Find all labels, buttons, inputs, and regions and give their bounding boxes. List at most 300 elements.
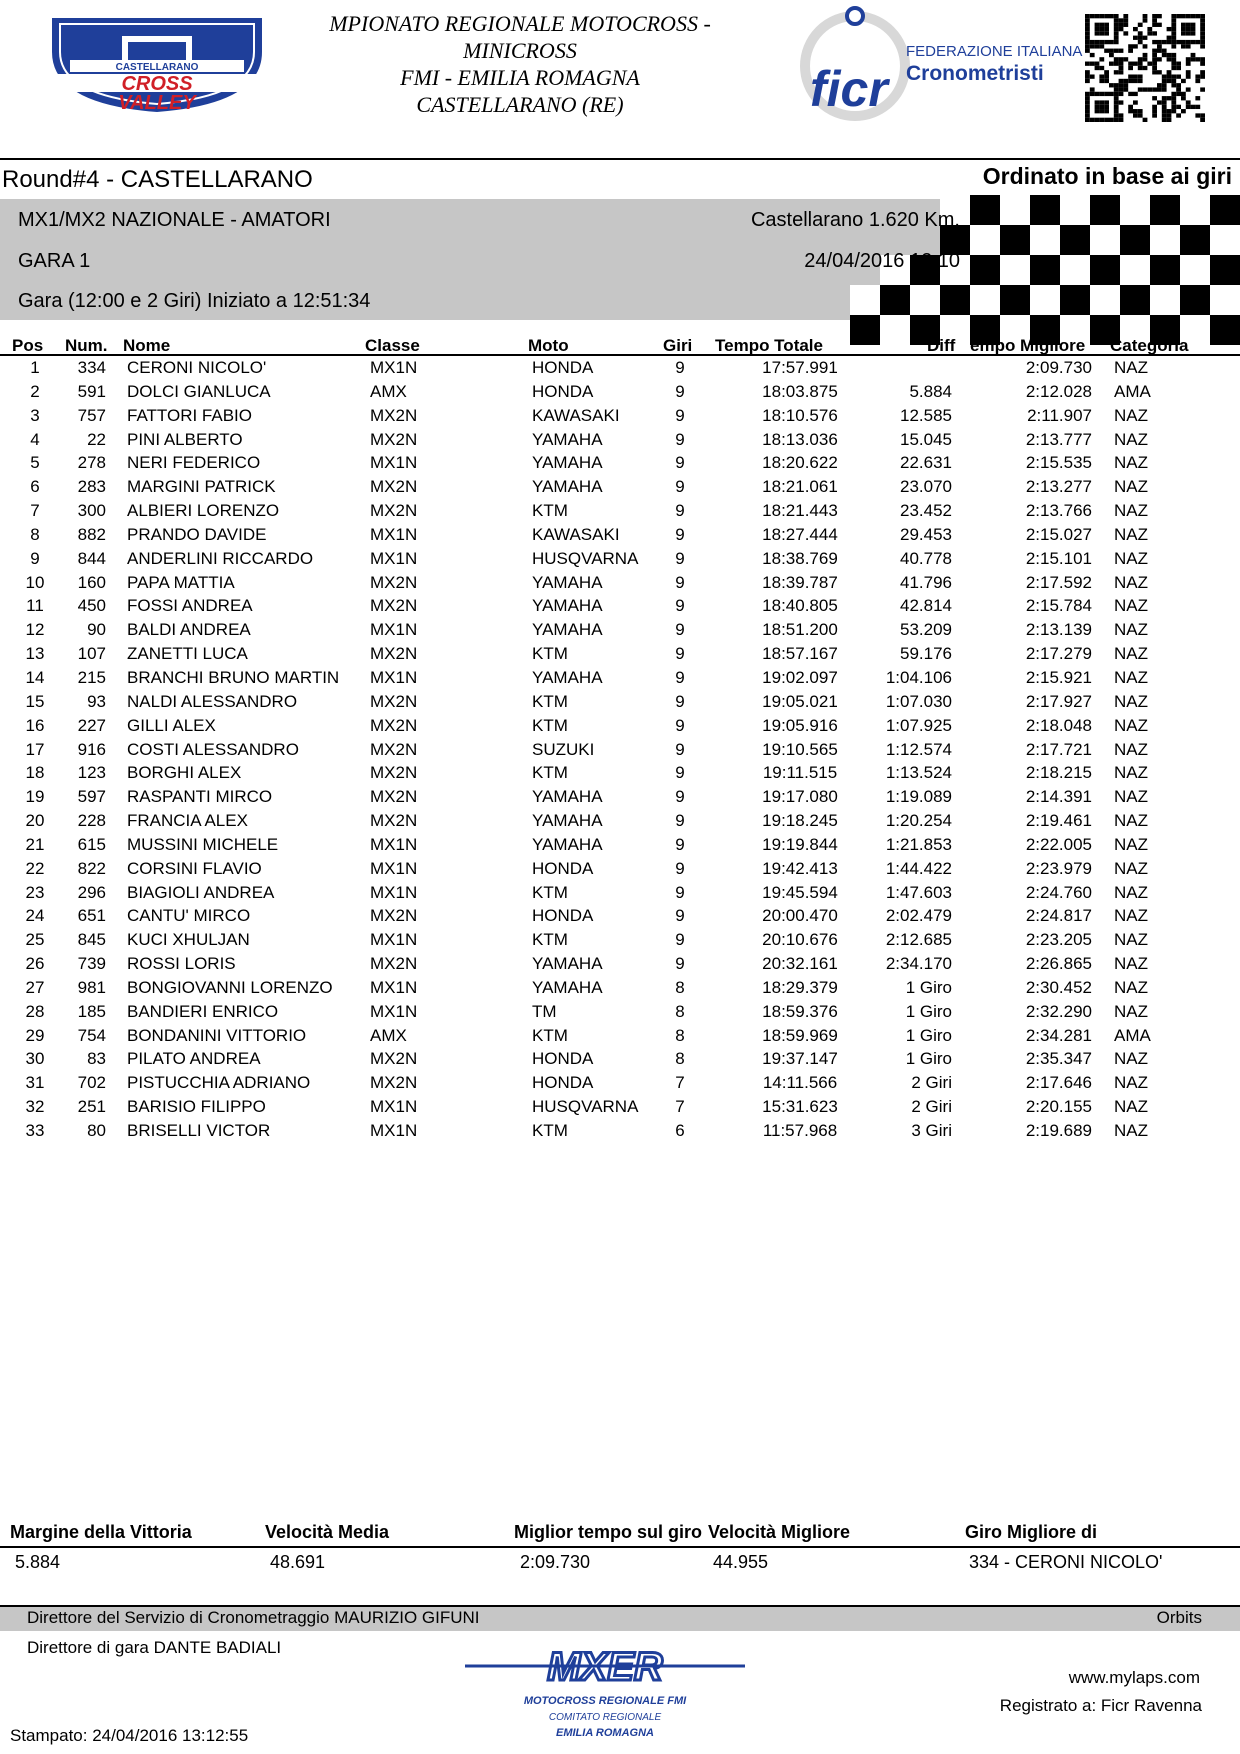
- table-row: [0, 928, 1240, 952]
- cell-diff: 1:07.030: [885, 691, 952, 711]
- cell-total-time: 20:32.161: [762, 954, 838, 974]
- header-diff: Diff: [927, 336, 956, 355]
- cell-total-time: 17:57.991: [762, 358, 838, 377]
- cell-diff: 1 Giro: [905, 1049, 952, 1069]
- cell-name: BALDI ANDREA: [127, 620, 251, 640]
- cell-moto: KTM: [532, 930, 568, 950]
- cell-category: NAZ: [1114, 906, 1148, 926]
- cell-name: ANDERLINI RICCARDO: [127, 548, 314, 568]
- cell-laps: 9: [675, 906, 685, 926]
- cell-total-time: 18:59.969: [762, 1025, 838, 1045]
- cell-num: 227: [77, 715, 106, 735]
- cell-pos: 12: [25, 620, 45, 640]
- cell-moto: KTM: [532, 691, 568, 711]
- cell-total-time: 18:20.622: [762, 453, 838, 473]
- cell-name: ALBIERI LORENZO: [127, 501, 280, 521]
- cell-laps: 9: [675, 691, 685, 711]
- cell-num: 702: [77, 1073, 106, 1093]
- cell-best-lap: 2:35.347: [1025, 1049, 1092, 1069]
- cell-laps: 9: [675, 620, 685, 640]
- cell-num: 83: [87, 1049, 106, 1069]
- checker-square: [1000, 255, 1030, 285]
- cell-laps: 8: [675, 1049, 685, 1069]
- cell-best-lap: 2:15.921: [1025, 667, 1092, 687]
- race-director: Direttore di gara DANTE BADIALI: [27, 1638, 282, 1657]
- cell-class: MX2N: [370, 501, 418, 521]
- table-row: [0, 642, 1240, 666]
- table-row: [0, 738, 1240, 762]
- ficr-line-2: Cronometristi: [906, 62, 1044, 85]
- table-row: [0, 404, 1240, 428]
- header-num: Num.: [65, 336, 108, 355]
- cell-pos: 5: [30, 453, 40, 473]
- cell-total-time: 18:57.167: [762, 644, 838, 664]
- cell-best-lap: 2:09.730: [1025, 358, 1092, 377]
- cell-moto: YAMAHA: [532, 811, 603, 831]
- cell-best-lap: 2:12.028: [1025, 381, 1092, 401]
- checker-square: [1060, 195, 1090, 225]
- cell-total-time: 18:39.787: [762, 572, 838, 592]
- cell-name: FOSSI ANDREA: [127, 596, 253, 616]
- cell-total-time: 19:11.515: [762, 763, 838, 783]
- cell-laps: 9: [675, 405, 685, 425]
- cell-category: NAZ: [1114, 930, 1148, 950]
- cell-diff: 53.209: [900, 620, 952, 640]
- cell-moto: KTM: [532, 882, 568, 902]
- mxer-logo: [425, 1640, 785, 1740]
- cell-name: RASPANTI MIRCO: [127, 787, 273, 807]
- header-class: Classe: [365, 336, 420, 355]
- checker-square: [850, 285, 880, 315]
- cell-class: AMX: [370, 1025, 407, 1045]
- cell-class: MX2N: [370, 477, 418, 497]
- race-category: MX1/MX2 NAZIONALE - AMATORI: [18, 209, 331, 231]
- cell-pos: 11: [26, 596, 44, 616]
- cell-pos: 30: [25, 1049, 45, 1069]
- table-row: [0, 785, 1240, 809]
- cell-class: MX2N: [370, 429, 418, 449]
- cell-total-time: 18:29.379: [762, 977, 838, 997]
- cell-best-lap: 2:19.689: [1025, 1121, 1092, 1140]
- cell-moto: KTM: [532, 763, 568, 783]
- checker-square: [1000, 195, 1030, 225]
- cell-moto: KTM: [532, 1121, 568, 1140]
- table-row: [0, 499, 1240, 523]
- cell-category: NAZ: [1114, 882, 1148, 902]
- cell-moto: HONDA: [532, 906, 594, 926]
- checker-square: [970, 255, 1000, 285]
- cell-pos: 26: [25, 954, 45, 974]
- cell-moto: YAMAHA: [532, 620, 603, 640]
- checker-square: [970, 225, 1000, 255]
- cell-laps: 9: [675, 501, 685, 521]
- checker-square: [970, 195, 1000, 225]
- best-speed-label: Velocità Migliore: [708, 1522, 851, 1542]
- header-pos: Pos: [12, 336, 44, 355]
- cell-total-time: 15:31.623: [762, 1097, 838, 1117]
- cell-class: MX2N: [370, 811, 418, 831]
- cell-num: 882: [77, 524, 106, 544]
- cell-total-time: 18:21.061: [762, 477, 838, 497]
- cell-class: AMX: [370, 381, 407, 401]
- table-row: [0, 618, 1240, 642]
- logo-main-text-1: CROSS: [121, 73, 193, 95]
- cell-diff: 2 Giri: [911, 1073, 952, 1093]
- cell-name: BONDANINI VITTORIO: [127, 1025, 307, 1045]
- cell-category: AMA: [1114, 1025, 1151, 1045]
- cell-moto: YAMAHA: [532, 477, 603, 497]
- checker-square: [1030, 255, 1060, 285]
- checker-square: [1060, 225, 1090, 255]
- margin-label: Margine della Vittoria: [10, 1522, 192, 1542]
- cell-best-lap: 2:24.817: [1025, 906, 1092, 926]
- cell-class: MX2N: [370, 644, 418, 664]
- checker-square: [1120, 225, 1150, 255]
- cell-diff: 1 Giro: [905, 1025, 952, 1045]
- title-line-1: MPIONATO REGIONALE MOTOCROSS -: [329, 11, 711, 36]
- cell-moto: TM: [532, 1001, 557, 1021]
- cell-best-lap: 2:20.155: [1025, 1097, 1092, 1117]
- cell-best-lap: 2:18.215: [1025, 763, 1092, 783]
- cell-laps: 8: [675, 1001, 685, 1021]
- cell-total-time: 20:10.676: [762, 930, 838, 950]
- cell-num: 597: [77, 787, 106, 807]
- cell-total-time: 19:42.413: [762, 858, 838, 878]
- cell-name: PILATO ANDREA: [127, 1049, 261, 1069]
- checker-square: [1030, 285, 1060, 315]
- cell-moto: KTM: [532, 501, 568, 521]
- cell-diff: 5.884: [909, 381, 952, 401]
- table-row: [0, 1047, 1240, 1071]
- cell-best-lap: 2:17.927: [1025, 691, 1092, 711]
- cell-num: 90: [87, 620, 106, 640]
- cell-moto: HUSQVARNA: [532, 548, 639, 568]
- cell-best-lap: 2:17.592: [1025, 572, 1092, 592]
- title-line-2: MINICROSS: [463, 38, 577, 63]
- table-row: [0, 761, 1240, 785]
- checker-square: [1120, 195, 1150, 225]
- cell-total-time: 18:40.805: [762, 596, 838, 616]
- cell-num: 123: [77, 763, 106, 783]
- round-title: Round#4 - CASTELLARANO: [2, 166, 313, 193]
- cell-num: 300: [77, 501, 106, 521]
- cell-num: 845: [77, 930, 106, 950]
- header-moto: Moto: [528, 336, 569, 355]
- checker-square: [880, 285, 910, 315]
- cell-pos: 21: [25, 834, 45, 854]
- cell-laps: 7: [675, 1073, 685, 1093]
- cell-total-time: 20:00.470: [762, 906, 838, 926]
- timing-director: Direttore del Servizio di Cronometraggio MAURIZIO GIFUNI: [27, 1608, 480, 1627]
- checker-square: [1060, 255, 1090, 285]
- cell-class: MX1N: [370, 524, 418, 544]
- cell-total-time: 18:59.376: [762, 1001, 838, 1021]
- cell-class: MX2N: [370, 1073, 418, 1093]
- cell-class: MX2N: [370, 739, 418, 759]
- cell-total-time: 18:27.444: [762, 524, 838, 544]
- cell-laps: 9: [675, 715, 685, 735]
- cell-diff: 1 Giro: [905, 977, 952, 997]
- margin-value: 5.884: [15, 1552, 61, 1572]
- cell-class: MX2N: [370, 906, 418, 926]
- cell-category: NAZ: [1114, 667, 1148, 687]
- cell-diff: 2:02.479: [885, 906, 952, 926]
- cell-name: PINI ALBERTO: [127, 429, 243, 449]
- cell-laps: 6: [675, 1121, 685, 1140]
- results-table: [0, 334, 1240, 1143]
- cell-num: 228: [77, 811, 106, 831]
- cell-total-time: 18:38.769: [762, 548, 838, 568]
- cell-name: BIAGIOLI ANDREA: [127, 882, 275, 902]
- cell-category: NAZ: [1114, 548, 1148, 568]
- table-row: [0, 666, 1240, 690]
- cell-category: NAZ: [1114, 596, 1148, 616]
- checker-square: [1090, 225, 1120, 255]
- cell-pos: 10: [25, 572, 45, 592]
- cell-best-lap: 2:22.005: [1025, 834, 1092, 854]
- cell-class: MX2N: [370, 1049, 418, 1069]
- cell-diff: 1:47.603: [885, 882, 952, 902]
- header-name: Nome: [123, 336, 171, 355]
- cell-category: NAZ: [1114, 691, 1148, 711]
- cell-diff: 2:12.685: [885, 930, 952, 950]
- checker-square: [1150, 255, 1180, 285]
- ficr-line-1: FEDERAZIONE ITALIANA: [906, 43, 1083, 60]
- printed-timestamp: Stampato: 24/04/2016 13:12:55: [10, 1726, 249, 1745]
- cell-class: MX1N: [370, 977, 418, 997]
- cell-pos: 1: [30, 358, 40, 377]
- cell-moto: KTM: [532, 644, 568, 664]
- table-row: [0, 451, 1240, 475]
- cell-pos: 17: [25, 739, 45, 759]
- table-row: [0, 881, 1240, 905]
- cell-name: MUSSINI MICHELE: [127, 834, 279, 854]
- cell-total-time: 18:03.875: [762, 381, 838, 401]
- cell-num: 80: [87, 1121, 106, 1140]
- cell-total-time: 19:05.021: [762, 691, 838, 711]
- mylaps-link[interactable]: www.mylaps.com: [1068, 1668, 1200, 1687]
- table-row: [0, 380, 1240, 404]
- cell-moto: HONDA: [532, 1049, 594, 1069]
- cell-best-lap: 2:13.777: [1025, 429, 1092, 449]
- cell-diff: 2 Giri: [911, 1097, 952, 1117]
- cell-category: NAZ: [1114, 977, 1148, 997]
- table-row: [0, 952, 1240, 976]
- cell-pos: 29: [25, 1025, 45, 1045]
- race-started: Gara (12:00 e 2 Giri) Iniziato a 12:51:34: [18, 290, 371, 312]
- cell-category: NAZ: [1114, 739, 1148, 759]
- checker-square: [1000, 225, 1030, 255]
- sort-label: Ordinato in base ai giri: [982, 163, 1232, 189]
- table-row: [0, 356, 1240, 380]
- cell-name: MARGINI PATRICK: [127, 477, 276, 497]
- cell-class: MX2N: [370, 596, 418, 616]
- cell-moto: HONDA: [532, 358, 594, 377]
- cell-pos: 24: [25, 906, 45, 926]
- cell-diff: 40.778: [900, 548, 952, 568]
- checker-square: [1180, 255, 1210, 285]
- checker-square: [1150, 285, 1180, 315]
- cell-num: 160: [77, 572, 106, 592]
- cell-name: DOLCI GIANLUCA: [127, 381, 271, 401]
- cell-diff: 42.814: [900, 596, 952, 616]
- cell-name: BARISIO FILIPPO: [127, 1097, 266, 1117]
- cell-moto: KAWASAKI: [532, 524, 620, 544]
- cell-diff: 1:44.422: [885, 858, 952, 878]
- cell-laps: 9: [675, 787, 685, 807]
- cell-pos: 22: [25, 858, 45, 878]
- cell-num: 591: [77, 381, 106, 401]
- cell-diff: 1 Giro: [905, 1001, 952, 1021]
- cell-best-lap: 2:13.277: [1025, 477, 1092, 497]
- checker-square: [1090, 285, 1120, 315]
- cell-pos: 20: [25, 811, 45, 831]
- cell-name: ROSSI LORIS: [127, 954, 236, 974]
- cell-num: 278: [77, 453, 106, 473]
- cell-category: NAZ: [1114, 811, 1148, 831]
- checker-square: [1000, 285, 1030, 315]
- cell-category: AMA: [1114, 381, 1151, 401]
- avg-speed-value: 48.691: [270, 1552, 326, 1572]
- registered-to: Registrato a: Ficr Ravenna: [999, 1696, 1202, 1715]
- cell-laps: 9: [675, 429, 685, 449]
- cell-num: 916: [77, 739, 106, 759]
- cell-total-time: 19:18.245: [762, 811, 838, 831]
- cell-total-time: 19:19.844: [762, 834, 838, 854]
- cell-category: NAZ: [1114, 405, 1148, 425]
- cell-class: MX2N: [370, 572, 418, 592]
- cell-num: 450: [77, 596, 106, 616]
- cell-moto: HONDA: [532, 1073, 594, 1093]
- cell-laps: 9: [675, 596, 685, 616]
- cell-name: PAPA MATTIA: [127, 572, 235, 592]
- cell-laps: 9: [675, 358, 685, 377]
- cell-moto: YAMAHA: [532, 834, 603, 854]
- cell-diff: 41.796: [900, 572, 952, 592]
- cell-best-lap: 2:15.027: [1025, 524, 1092, 544]
- best-speed-value: 44.955: [713, 1552, 769, 1572]
- header-category: Categoria: [1110, 336, 1189, 355]
- cell-pos: 4: [30, 429, 40, 449]
- cell-best-lap: 2:11.907: [1027, 405, 1092, 425]
- mxer-sub-3: EMILIA ROMAGNA: [556, 1727, 654, 1739]
- cell-diff: 1:20.254: [885, 811, 952, 831]
- cell-class: MX1N: [370, 453, 418, 473]
- mxer-sub-1: MOTOCROSS REGIONALE FMI: [523, 1695, 687, 1707]
- cell-diff: 22.631: [900, 453, 952, 473]
- cell-num: 651: [77, 906, 106, 926]
- table-row: [0, 1071, 1240, 1095]
- cell-moto: YAMAHA: [532, 596, 603, 616]
- cell-best-lap: 2:19.461: [1025, 811, 1092, 831]
- cell-num: 215: [77, 667, 106, 687]
- cell-category: NAZ: [1114, 1073, 1148, 1093]
- checker-square: [1030, 195, 1060, 225]
- cell-category: NAZ: [1114, 358, 1148, 377]
- cell-moto: HONDA: [532, 381, 594, 401]
- cell-num: 822: [77, 858, 106, 878]
- stats-divider: [0, 1546, 1240, 1548]
- table-body: [0, 356, 1240, 1143]
- cell-laps: 9: [675, 739, 685, 759]
- cell-best-lap: 2:13.766: [1025, 501, 1092, 521]
- cell-total-time: 18:51.200: [762, 620, 838, 640]
- cell-category: NAZ: [1114, 1121, 1148, 1140]
- checker-square: [1060, 285, 1090, 315]
- cell-laps: 9: [675, 524, 685, 544]
- cell-total-time: 11:57.968: [762, 1121, 838, 1140]
- cell-class: MX1N: [370, 882, 418, 902]
- cell-category: NAZ: [1114, 954, 1148, 974]
- cell-num: 185: [77, 1001, 106, 1021]
- cell-name: BORGHI ALEX: [127, 763, 242, 783]
- cell-laps: 8: [675, 977, 685, 997]
- cell-class: MX1N: [370, 548, 418, 568]
- cell-moto: KAWASAKI: [532, 405, 620, 425]
- checker-square: [1030, 225, 1060, 255]
- cell-moto: KTM: [532, 1025, 568, 1045]
- cell-num: 251: [77, 1097, 106, 1117]
- cell-diff: 1:07.925: [885, 715, 952, 735]
- cell-moto: YAMAHA: [532, 572, 603, 592]
- cell-pos: 28: [25, 1001, 45, 1021]
- best-lap-label: Miglior tempo sul giro: [514, 1522, 702, 1542]
- cell-name: KUCI XHULJAN: [127, 930, 250, 950]
- avg-speed-label: Velocità Media: [265, 1522, 390, 1542]
- ficr-logo: [800, 4, 1083, 120]
- race-name: GARA 1: [18, 250, 91, 272]
- cell-diff: 15.045: [900, 429, 952, 449]
- table-row: [0, 1024, 1240, 1048]
- cell-num: 107: [77, 644, 106, 664]
- cell-moto: HONDA: [532, 858, 594, 878]
- cell-class: MX2N: [370, 715, 418, 735]
- cell-best-lap: 2:15.784: [1025, 596, 1092, 616]
- cell-diff: 1:19.089: [885, 787, 952, 807]
- cell-category: NAZ: [1114, 834, 1148, 854]
- mxer-sub-2: COMITATO REGIONALE: [548, 1712, 662, 1723]
- table-row: [0, 428, 1240, 452]
- cell-name: BRISELLI VICTOR: [127, 1121, 271, 1140]
- checker-square: [1150, 195, 1180, 225]
- cell-category: NAZ: [1114, 477, 1148, 497]
- cell-name: BANDIERI ENRICO: [127, 1001, 279, 1021]
- cell-category: NAZ: [1114, 429, 1148, 449]
- cell-class: MX1N: [370, 358, 418, 377]
- cell-name: CORSINI FLAVIO: [127, 858, 262, 878]
- checker-square: [1120, 255, 1150, 285]
- cell-category: NAZ: [1114, 453, 1148, 473]
- checker-square: [1210, 285, 1240, 315]
- cell-pos: 8: [30, 524, 40, 544]
- cell-best-lap: 2:23.979: [1025, 858, 1092, 878]
- cell-category: NAZ: [1114, 715, 1148, 735]
- cell-pos: 33: [25, 1121, 45, 1140]
- cell-name: NALDI ALESSANDRO: [127, 691, 298, 711]
- cell-diff: 1:13.524: [885, 763, 952, 783]
- cell-pos: 7: [30, 501, 40, 521]
- cell-best-lap: 2:17.721: [1025, 739, 1092, 759]
- cell-moto: HUSQVARNA: [532, 1097, 639, 1117]
- cell-class: MX1N: [370, 930, 418, 950]
- cell-moto: YAMAHA: [532, 977, 603, 997]
- cell-best-lap: 2:23.205: [1025, 930, 1092, 950]
- cell-diff: 3 Giri: [911, 1121, 952, 1140]
- race-datetime: 24/04/2016 12:10: [804, 250, 960, 272]
- table-row: [0, 1000, 1240, 1024]
- cell-diff: 23.452: [900, 501, 952, 521]
- cell-class: MX1N: [370, 1001, 418, 1021]
